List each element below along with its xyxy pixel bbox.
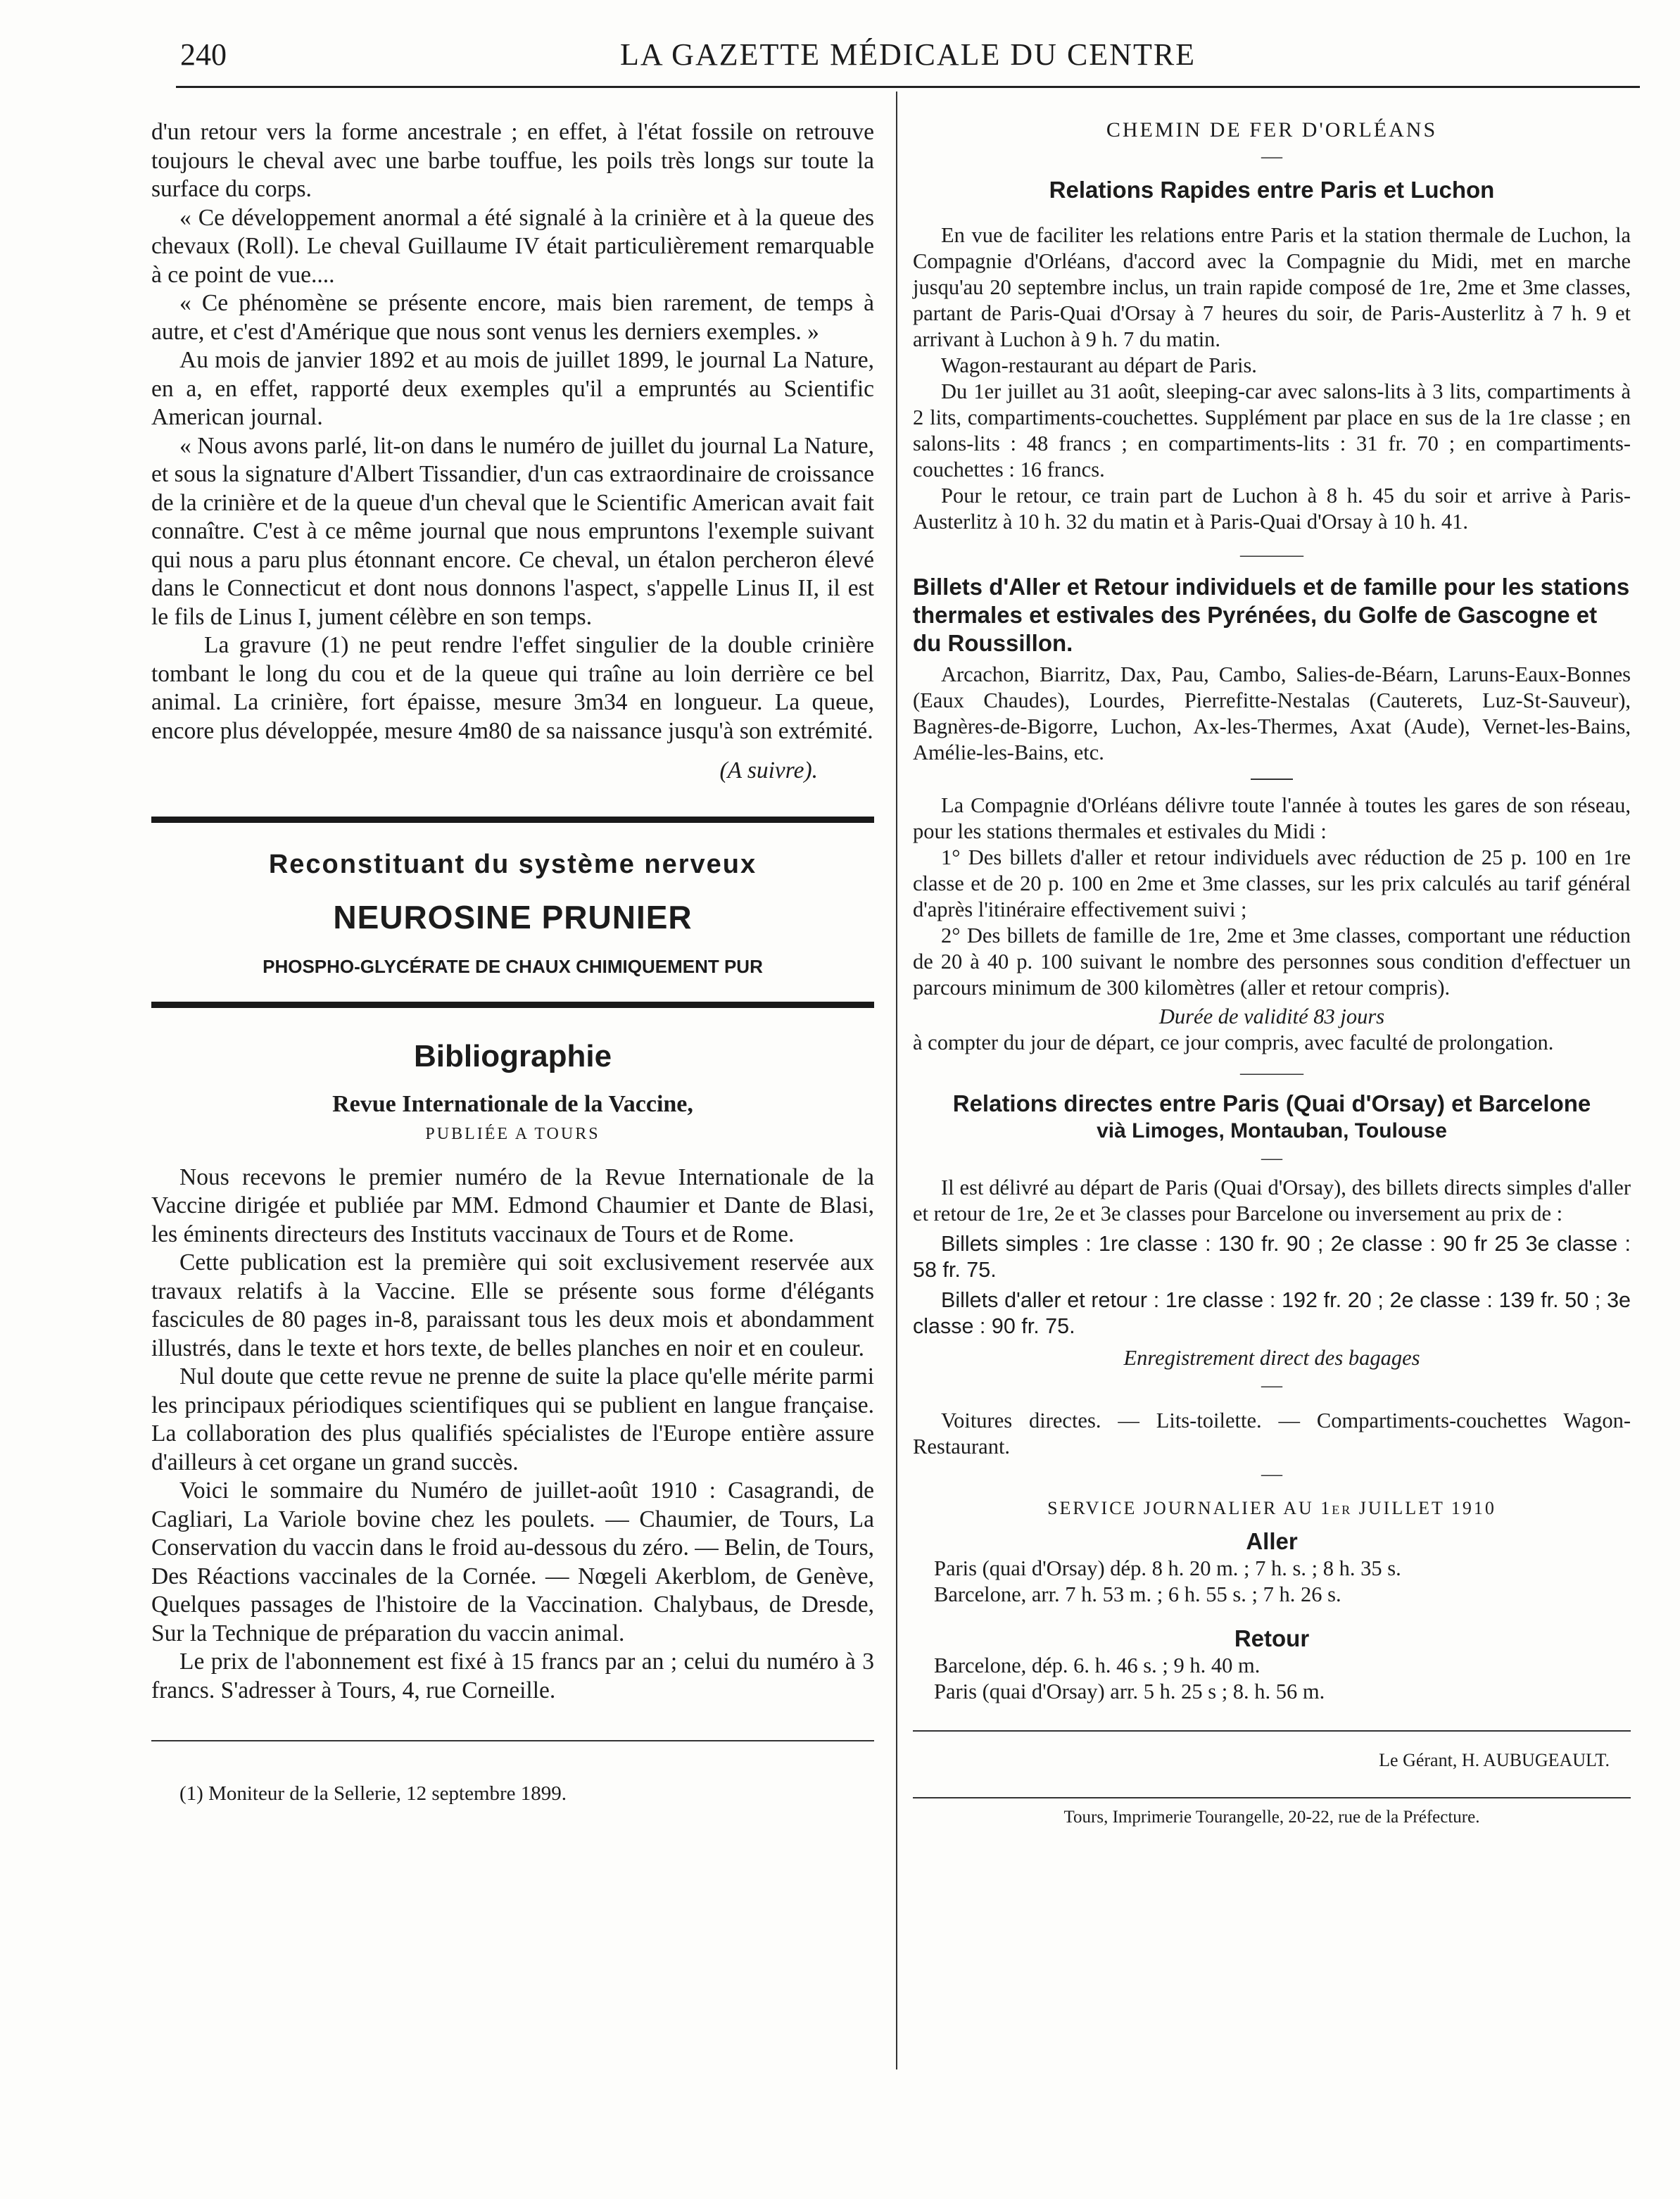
article-paragraph: d'un retour vers la forme ancestrale ; en effet, à l'état fossile on retrouve toujours le cheval avec une barbe touffue, les poils très longs sur toute la surface du corps. — [151, 119, 874, 202]
luchon-paragraph: Pour le retour, ce train part de Luchon à 8 h. 45 du soir et arrive à Paris-Austerlitz à 10 h. 32 du matin et à Paris-Quai d'Orsay à 10 h. 41. — [913, 484, 1631, 534]
separator-dash: — — [1261, 144, 1282, 168]
ad-product-name: NEUROSINE PRUNIER — [333, 898, 693, 935]
retour-heading: Retour — [1234, 1625, 1310, 1651]
right-column — [913, 118, 1631, 1830]
imprimerie: Tours, Imprimerie Tourangelle, 20-22, rue de la Préfecture. — [1063, 1808, 1480, 1827]
article-paragraph: « Ce développement anormal a été signalé à la crinière et à la queue des chevaux (Roll). Le cheval Guillaume IV était particulièrement remarquable à ce point de vue.... — [151, 204, 874, 288]
validity-note: à compter du jour de départ, ce jour compris, avec faculté de prolongation. — [913, 1031, 1554, 1054]
ad-tagline: Reconstituant du système nerveux — [268, 849, 757, 879]
section-heading: Bibliographie — [413, 1038, 612, 1073]
article-paragraph: La gravure (1) ne peut rendre l'effet singulier de la double crinière tombant le long du cou et de la queue qui traîne au loin derrière ce bel animal. La crinière, fort épaisse, mesure 3m34 en longueur. La queue, encore plus développée, mesure 4m80 de sa naissance jusqu'à son extrémité. — [151, 632, 874, 744]
luchon-paragraph: Du 1er juillet au 31 août, sleeping-car avec salons-lits à 3 lits, compartiments à 2 lits, compartiments-couchettes. Supplément par place en sus de la 1re classe ; en salons-lits : 48 francs ; en compartiments-lits : 31 fr. 70 ; en compartiments-couchettes : 16 francs. — [913, 379, 1631, 481]
ad-top-rule — [151, 817, 874, 823]
luchon-paragraph: En vue de faciliter les relations entre Paris et la station thermale de Luchon, la Compagnie d'Orléans, d'accord avec la Compagnie du Midi, met en marche jusqu'au 20 septembre inclus, un train rapide composé de 1re, 2me et 3me classes, partant de Paris-Quai d'Orsay à 7 heures du soir, de Paris-Austerlitz à 7 h. 9 et arrivant à Luchon à 9 h. 7 du matin. — [913, 223, 1631, 351]
page-header — [176, 37, 1640, 79]
gerant-rule — [913, 1730, 1631, 1732]
billets-simples: Billets simples : 1re classe : 130 fr. 90 ; 2e classe : 90 fr 25 3e classe : 58 fr. 75. — [913, 1232, 1631, 1282]
billets-aller-retour: Billets d'aller et retour : 1re classe : 192 fr. 20 ; 2e classe : 139 fr. 50 ; 3e classe : 90 fr. 75. — [913, 1288, 1631, 1338]
article-paragraph: « Nous avons parlé, lit-on dans le numéro de juillet du journal La Nature, et sous la signature d'Albert Tissandier, d'un cas extraordinaire de croissance de la crinière et de la queue d'un cheval que le Scientific American avait fait connaître. C'est à ce même journal que nous empruntons l'exemple suivant qui nous a paru plus étonnant encore. Ce cheval, un étalon percheron élevé dans le Connecticut et dont nous donnons l'aspect, s'appelle Linus II, il est le fils de Linus I, jument célèbre en son temps. — [151, 432, 874, 630]
aller-heading: Aller — [1246, 1528, 1298, 1554]
short-rule — [1251, 779, 1293, 780]
biblio-paragraph: Nous recevons le premier numéro de la Revue Internationale de la Vaccine dirigée et publiée par MM. Edmond Chaumier et Dante de Blasi, les éminents directeurs des Instituts vaccinaux de Tours et de Rome. — [151, 1164, 874, 1247]
biblio-paragraph: Cette publication est la première qui soit exclusivement reservée aux travaux relatifs à la Vaccine. Elle se présente sous forme d'élégants fascicules de 80 pages in-8, paraissant tous les deux mois et abondamment illustrés, dans le texte et hors texte, de belles planches en noir et en couleur. — [151, 1249, 874, 1361]
billets-intro: La Compagnie d'Orléans délivre toute l'année à toutes les gares de son réseau, pour les stations thermales et estivales du Midi : — [913, 793, 1631, 843]
luchon-paragraph: Wagon-restaurant au départ de Paris. — [941, 353, 1257, 377]
separator-dash: ——— — [1240, 543, 1303, 566]
imprimerie-rule — [913, 1797, 1631, 1798]
separator-dash: ——— — [1240, 1061, 1303, 1084]
bagages-note: Enregistrement direct des bagages — [1123, 1346, 1420, 1370]
gerant: Le Gérant, H. AUBUGEAULT. — [1379, 1750, 1610, 1770]
footnote-rule — [151, 1740, 874, 1741]
voitures-directes: Voitures directes. — Lits-toilette. — Compartiments-couchettes Wagon-Restaurant. — [913, 1409, 1631, 1458]
barcelone-via: vià Limoges, Montauban, Toulouse — [1097, 1119, 1447, 1142]
section-title-barcelone: Relations directes entre Paris (Quai d'Orsay) et Barcelone — [952, 1090, 1591, 1116]
biblio-paragraph: Voici le sommaire du Numéro de juillet-août 1910 : Casagrandi, de Cagliari, La Variole bovine chez les poulets. — Chaumier, de Tours, La Conservation du vaccin dans le froid au-dessous du zéro. — Belin, de Tours, Des Réactions vaccinales de la Cornée. — Nœgeli Akerblom, de Genève, Quelques passages de l'histoire de la Vaccination. Chalybaus, de Dresde, Sur la Technique de préparation du vaccin animal. — [151, 1477, 874, 1646]
footnote: (1) Moniteur de la Sellerie, 12 septembre 1899. — [179, 1782, 567, 1805]
billets-item-2: 2° Des billets de famille de 1re, 2me et 3me classes, comportant une réduction de 20 à 40 p. 100 suivant le nombre des personnes sous condition d'effectuer un parcours minimum de 300 kilomètres (aller et retour compris). — [913, 924, 1631, 1000]
retour-barcelone: Barcelone, dép. 6. h. 46 s. ; 9 h. 40 m. — [934, 1653, 1261, 1677]
barcelone-intro: Il est délivré au départ de Paris (Quai d'Orsay), des billets directs simples d'aller et retour de 1re, 2e et 3e classes pour Barcelone ou inversement au prix de : — [913, 1176, 1631, 1225]
review-publisher: PUBLIÉE A TOURS — [425, 1124, 600, 1143]
biblio-paragraph: Le prix de l'abonnement est fixé à 15 francs par an ; celui du numéro à 3 francs. S'adresser à Tours, 4, rue Corneille. — [151, 1649, 874, 1703]
left-column — [151, 118, 874, 1806]
journal-title: LA GAZETTE MÉDICALE DU CENTRE — [619, 37, 1196, 72]
ad-subtitle: PHOSPHO-GLYCÉRATE DE CHAUX CHIMIQUEMENT PUR — [263, 955, 763, 977]
aller-barcelone: Barcelone, arr. 7 h. 53 m. ; 6 h. 55 s. ; 7 h. 26 s. — [934, 1582, 1341, 1606]
column-divider — [896, 92, 897, 2069]
section-title-luchon: Relations Rapides entre Paris et Luchon — [1049, 177, 1495, 203]
article-paragraph: « Ce phénomène se présente encore, mais bien rarement, de temps à autre, et c'est d'Amérique que nous sont venus les derniers exemples. » — [151, 290, 874, 345]
separator-dash: — — [1261, 1462, 1282, 1485]
article-paragraph: Au mois de janvier 1892 et au mois de juillet 1899, le journal La Nature, en a, en effet, rapporté deux exemples qu'il a empruntés au Scientific American journal. — [151, 347, 874, 430]
aller-paris: Paris (quai d'Orsay) dép. 8 h. 20 m. ; 7 h. s. ; 8 h. 35 s. — [934, 1556, 1401, 1580]
railway-company: CHEMIN DE FER D'ORLÉANS — [1106, 118, 1438, 141]
page-number: 240 — [180, 37, 227, 72]
a-suivre: (A suivre). — [719, 757, 818, 783]
review-title: Revue Internationale de la Vaccine, — [332, 1090, 693, 1117]
validity: Durée de validité 83 jours — [1158, 1004, 1385, 1028]
ad-bottom-rule — [151, 1002, 874, 1008]
service-journalier: SERVICE JOURNALIER AU 1er JUILLET 1910 — [1047, 1498, 1496, 1518]
header-rule — [176, 86, 1640, 88]
billets-item-1: 1° Des billets d'aller et retour individuels avec réduction de 25 p. 100 en 1re classe et de 20 p. 100 en 2me et 3me classes, sur les prix calculés au tarif général d'après l'itinéraire effectivement suivi ; — [913, 845, 1631, 921]
retour-paris: Paris (quai d'Orsay) arr. 5 h. 25 s ; 8. h. 56 m. — [934, 1680, 1325, 1703]
section-title-billets: Billets d'Aller et Retour individuels et de famille pour les stations thermales et estivales des Pyrénées, du Golfe de Gascogne et du Roussillon. — [913, 574, 1630, 656]
biblio-paragraph: Nul doute que cette revue ne prenne de suite la place qu'elle mérite parmi les principaux périodiques scientifiques qui se publient en langue française. La collaboration des plus qualifiés spécialistes de l'Europe entière assure d'ailleurs à cet organe un grand succès. — [151, 1363, 874, 1475]
stations-list: Arcachon, Biarritz, Dax, Pau, Cambo, Salies-de-Béarn, Laruns-Eaux-Bonnes (Eaux Chaudes), Lourdes, Pierrefitte-Nestalas (Cauterets, Luz-St-Sauveur), Bagnères-de-Bigorre, Luchon, Ax-les-Thermes, Axat (Aude), Vernet-les-Bains, Amélie-les-Bains, etc. — [913, 662, 1631, 764]
separator-dash: — — [1261, 1373, 1282, 1397]
separator-dash: — — [1261, 1146, 1282, 1169]
